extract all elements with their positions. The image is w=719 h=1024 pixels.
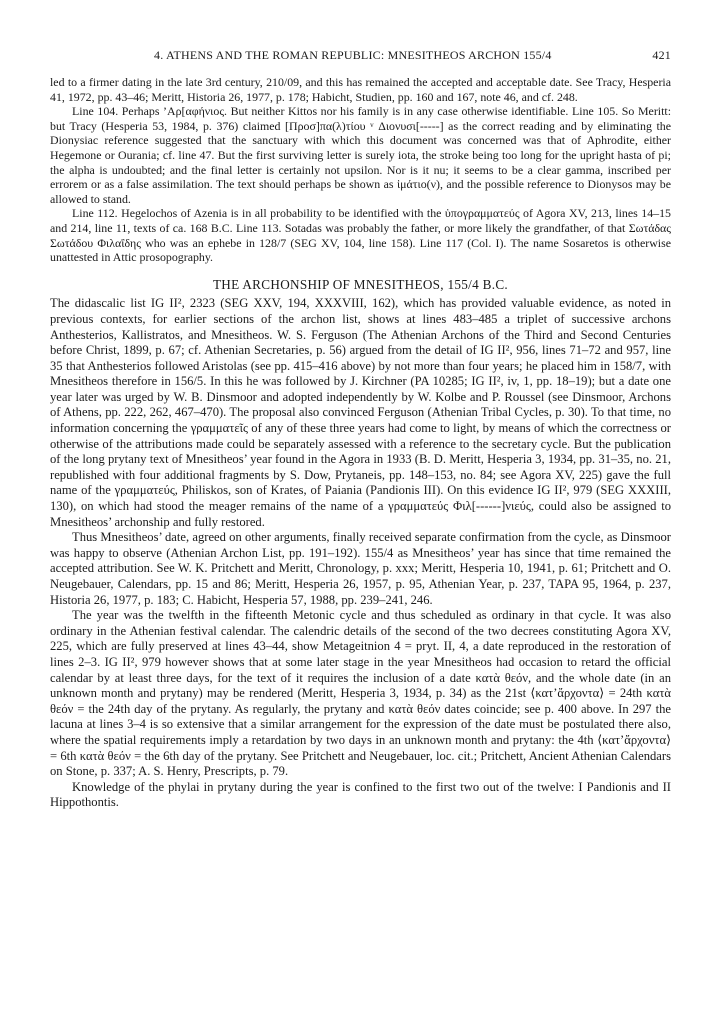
running-head-title: 4. ATHENS AND THE ROMAN REPUBLIC: MNESITHEOS ARCHON 155/4 <box>154 48 552 62</box>
body-paragraph: The didascalic list IG II², 2323 (SEG XXV, 194, XXXVIII, 162), which has provided valuable evidence, as noted in previous contexts, for earlier sections of the archon list, shows at lines 483–485 a triplet of successive archons Anthesterios, Kallistratos, and Mnesitheos. W. S. Ferguson (The Athenian Archons of the Third and Second Centuries before Christ, 1899, p. 67; cf. Athenian Secretaries, p. 56) argued from the detail of IG II², 956, lines 71–72 and 957, line 35 that Anthesterios followed Aristolas (see pp. 415–416 above) by not more than four years; he placed him in 158/7, with Mnesitheos therefore in 156/5. In this he was followed by J. Kirchner (PA 10285; IG II², iv, 1, pp. 18–19); but a date one year later was urged by W. B. Dinsmoor and adopted independently by W. Kolbe and P. Roussel (see Dinsmoor, Archons of Athens, pp. 222, 262, 467–470). The proposal also convinced Ferguson (Athenian Tribal Cycles, p. 30). To that time, no information concerning the γραμματεῖς of any of these three years had come to light, by means of which the correctness or otherwise of the attributions made could be separately assessed with a reference to the secretary cycle. But the publication of the long prytany text of Mnesitheos’ year found in the Agora in 1933 (B. D. Meritt, Hesperia 3, 1934, pp. 31–35, no. 21, republished with four additional fragments by S. Dow, Prytaneis, pp. 148–153, no. 84; see Agora XV, 225) gave the full name of the γραμματεύς, Philiskos, son of Krates, of Paiania (Pandionis III). On this evidence IG II², 979 (SEG XXXIII, 130), on which had stood the meager remains of the name of a γραμματεύς Φιλ[------]νιεύς, could also be assigned to Mnesitheos’ archonship and fully restored. <box>50 296 671 529</box>
body-paragraph: The year was the twelfth in the fifteenth Metonic cycle and thus scheduled as ordinary in that cycle. It was also ordinary in the Athenian festival calendar. The calendric details of the second of the two decrees constituting Agora XV, 225, which are fully preserved at lines 43–44, show Metageitnion 4 = pryt. II, 4, a date reproduced in the restoration of lines 2–3. IG II², 979 however shows that at some later stage in the year Mnesitheos had occasion to retard the official calendar by at least three days, for the text of it requires the inclusion of a date κατὰ θεόν, and the whole date (in an unknown month and prytany) may be rendered (Meritt, Hesperia 3, 1934, p. 34) as the 21st ⟨κατ’ἄρχοντα⟩ = 24th κατὰ θεόν = the 24th day of the prytany. As regularly, the prytany and κατὰ θεόν dates coincide; see p. 400 above. In 297 the lacuna at lines 3–4 is so extensive that a similar arrangement for the expression of the date must be postulated there also, where the spatial requirements imply a retardation by two days in an unknown month and prytany: the 4th ⟨κατ’ἄρχοντα⟩ = 6th κατὰ θεόν = the 6th day of the prytany. See Pritchett and Neugebauer, loc. cit.; Pritchett, Ancient Athenian Calendars on Stone, p. 337; A. S. Henry, Prescripts, p. 79. <box>50 608 671 779</box>
note-paragraph: led to a firmer dating in the late 3rd century, 210/09, and this has remained the accepted and acceptable date. See Tracy, Hesperia 41, 1972, pp. 43–46; Meritt, Historia 26, 1977, p. 178; Habicht, Studien, pp. 160 and 167, note 46, and cf. 248. <box>50 75 671 104</box>
note-paragraph: Line 112. Hegelochos of Azenia is in all probability to be identified with the ὑπογραμματεύς of Agora XV, 213, lines 14–15 and 214, line 11, texts of ca. 168 B.C. Line 113. Sotadas was probably the father, or more likely the grandfather, of that Σωτάδας Σωτάδου Φιλαΐδης who was an ephebe in 128/7 (SEG XV, 104, line 158). Line 117 (Col. I). The name Sosaretos is otherwise unattested in Attic prosopography. <box>50 206 671 265</box>
section-heading: THE ARCHONSHIP OF MNESITHEOS, 155/4 B.C. <box>212 276 509 292</box>
note-paragraph: Line 104. Perhaps ’Αρ[αφήνιος. But neither Kittos nor his family is in any case otherwise identifiable. Line 105. So Meritt: but Tracy (Hesperia 53, 1984, p. 376) claimed [Προσ]πα(λ)τίου ᵛ Διονυσι[-----] as the correct reading and by eliminating the Dionysiac reference suggested that the sanctuary with which this document was concerned was that of Aphrodite, either Hegemone or Ourania; cf. line 47. But the first surviving letter is surely iota, the stroke being too long for the upright hasta of pi; the alpha is undoubted; and the final letter is certainly not upsilon. Nor is it nu; it seems to be a clear gamma, inscribed per errorem or as a false assimilation. The text should perhaps be shown as ἱμάτιο(ν), and the possible reference to Dionysos may be allowed to stand. <box>50 104 671 206</box>
body-paragraph: Thus Mnesitheos’ date, agreed on other arguments, finally received separate confirmation from the cycle, as Dinsmoor was happy to observe (Athenian Archon List, pp. 191–192). 155/4 as Mnesitheos’ year has since that time remained the accepted attribution. See W. K. Pritchett and Meritt, Chronology, p. xxx; Meritt, Hesperia 10, 1941, p. 61; Pritchett and O. Neugebauer, Calendars, pp. 15 and 86; Meritt, Hesperia 26, 1957, p. 95, Athenian Year, p. 237, TAPA 95, 1964, p. 237, Historia 26, 1977, p. 183; C. Habicht, Hesperia 57, 1988, pp. 239–241, 246. <box>50 530 671 607</box>
page-number: 421 <box>652 48 671 62</box>
page-content <box>50 75 671 811</box>
body-paragraph: Knowledge of the phylai in prytany during the year is confined to the first two out of the twelve: I Pandionis and II Hippothontis. <box>50 779 671 810</box>
